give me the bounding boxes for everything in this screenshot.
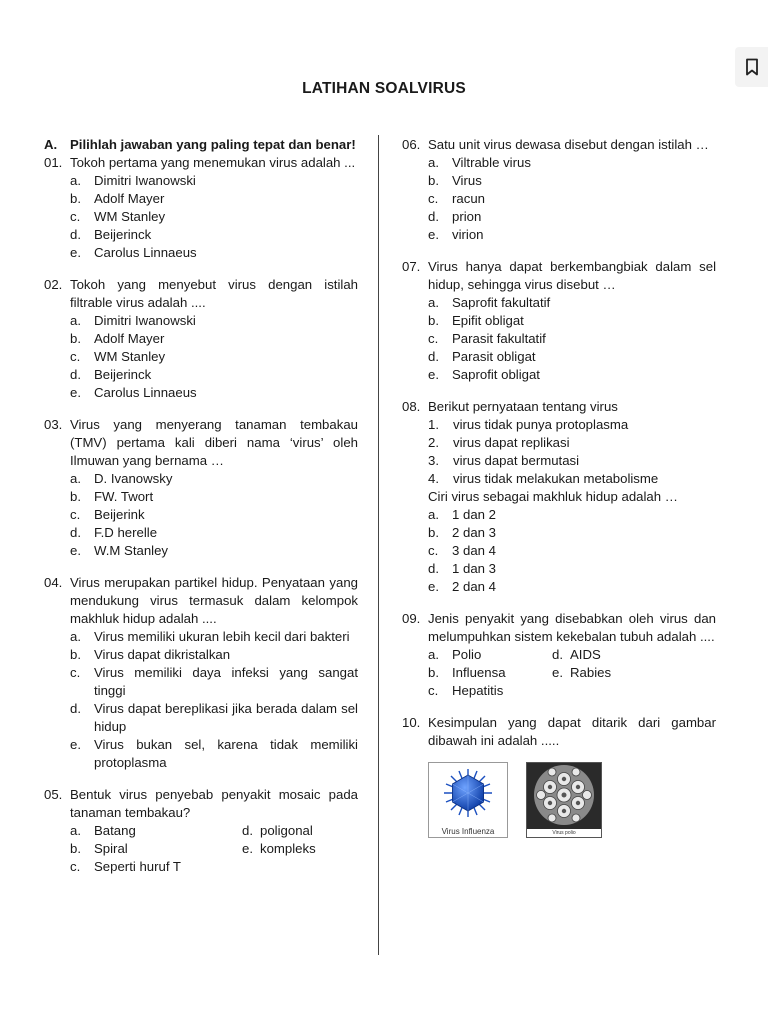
option-b: b. Adolf Mayer (70, 191, 165, 206)
question-prompt: Ciri virus sebagai makhluk hidup adalah … (428, 489, 678, 504)
option-d: d. Beijerinck (70, 227, 152, 242)
option-a: a. Polio (428, 647, 482, 662)
question-08 (402, 398, 716, 596)
statement: 2. virus dapat replikasi (428, 435, 570, 450)
option-c: c. Parasit fakultatif (428, 331, 546, 346)
question-text: Tokoh yang menyebut virus dengan istilah filtrable virus adalah .... (70, 277, 358, 310)
option-c: c. WM Stanley (70, 209, 166, 224)
option-e: e. kompleks (242, 841, 316, 856)
image-caption: Virus polio (527, 829, 601, 837)
option-a: a. 1 dan 2 (428, 507, 496, 522)
question-02 (44, 276, 358, 402)
option-a: a. Dimitri Iwanowski (70, 313, 196, 328)
option-a: a. D. Ivanowsky (70, 471, 173, 486)
option-e: e. Rabies (552, 665, 612, 680)
option-a: a. Viltrable virus (428, 155, 531, 170)
question-text: Satu unit virus dewasa disebut dengan istilah … (428, 137, 709, 152)
option-e: e. Virus bukan sel, karena tidak memiliki protoplasma (70, 737, 358, 770)
option-d: d. Parasit obligat (428, 349, 536, 364)
influenza-virus-image (428, 762, 508, 838)
question-number: 01. (44, 155, 63, 170)
right-column (402, 136, 716, 852)
option-c: c. racun (428, 191, 485, 206)
statement: 1. virus tidak punya protoplasma (428, 417, 629, 432)
question-text: Berikut pernyataan tentang virus (428, 399, 618, 414)
question-10 (402, 714, 716, 838)
option-b: b. Virus (428, 173, 482, 188)
question-text: Jenis penyakit yang disebabkan oleh virus dan melumpuhkan sistem kekebalan tubuh adalah .... (428, 611, 716, 644)
question-07 (402, 258, 716, 384)
question-number: 10. (402, 715, 421, 730)
question-number: 08. (402, 399, 421, 414)
left-column (44, 136, 358, 890)
question-number: 05. (44, 787, 63, 802)
option-e: e. Carolus Linnaeus (70, 245, 197, 260)
question-text: Virus merupakan partikel hidup. Penyataan yang mendukung virus termasuk dalam kelompok makhluk hidup adalah .... (70, 575, 358, 626)
question-text: Kesimpulan yang dapat ditarik dari gambar dibawah ini adalah ..... (428, 715, 716, 748)
question-number: 06. (402, 137, 421, 152)
option-b: b. Epifit obligat (428, 313, 524, 328)
option-d: d. F.D herelle (70, 525, 158, 540)
option-c: c. 3 dan 4 (428, 543, 496, 558)
question-number: 02. (44, 277, 63, 292)
influenza-virus-icon (429, 763, 507, 823)
option-d: d. prion (428, 209, 482, 224)
option-a: a. Batang (70, 823, 136, 838)
question-05 (44, 786, 358, 876)
question-number: 03. (44, 417, 63, 432)
question-06 (402, 136, 716, 244)
question-number: 04. (44, 575, 63, 590)
option-b: b. Virus dapat dikristalkan (70, 647, 231, 662)
question-text: Bentuk virus penyebab penyakit mosaic pada tanaman tembakau? (70, 787, 358, 820)
option-a: a. Dimitri Iwanowski (70, 173, 196, 188)
option-c: c. Hepatitis (428, 683, 504, 698)
option-b: b. Adolf Mayer (70, 331, 165, 346)
option-b: b. 2 dan 3 (428, 525, 496, 540)
option-d: d. 1 dan 3 (428, 561, 496, 576)
polio-virus-image (526, 762, 602, 838)
polio-virus-icon (527, 763, 601, 829)
statement: 4. virus tidak melakukan metabolisme (428, 471, 659, 486)
option-d: d. Beijerinck (70, 367, 152, 382)
statement: 3. virus dapat bermutasi (428, 453, 580, 468)
option-b: b. Influensa (428, 665, 506, 680)
question-09 (402, 610, 716, 700)
option-e: e. virion (428, 227, 484, 242)
option-d: d. Virus dapat bereplikasi jika berada dalam sel hidup (70, 701, 358, 734)
question-text: Tokoh pertama yang menemukan virus adalah ... (70, 155, 356, 170)
question-number: 07. (402, 259, 421, 274)
option-c: c. WM Stanley (70, 349, 166, 364)
image-caption: Virus Influenza (441, 827, 495, 836)
column-divider (378, 135, 379, 955)
section-heading: A. Pilihlah jawaban yang paling tepat dan benar! (44, 137, 356, 152)
option-b: b. Spiral (70, 841, 128, 856)
option-d: d. poligonal (242, 823, 313, 838)
option-a: a. Saprofit fakultatif (428, 295, 551, 310)
page-title: LATIHAN SOALVIRUS (302, 80, 466, 97)
option-e: e. 2 dan 4 (428, 579, 496, 594)
question-text: Virus yang menyerang tanaman tembakau (TMV) pertama kali diberi nama ‘virus’ oleh Ilmuwan yang bernama … (70, 417, 358, 468)
question-text: Virus hanya dapat berkembangbiak dalam sel hidup, sehingga virus disebut … (428, 259, 716, 292)
option-c: c. Virus memiliki daya infeksi yang sangat tinggi (70, 665, 358, 698)
option-c: c. Beijerink (70, 507, 145, 522)
option-d: d. AIDS (552, 647, 601, 662)
option-e: e. Carolus Linnaeus (70, 385, 197, 400)
question-number: 09. (402, 611, 421, 626)
option-e: e. Saprofit obligat (428, 367, 540, 382)
option-e: e. W.M Stanley (70, 543, 169, 558)
option-b: b. FW. Twort (70, 489, 154, 504)
question-03 (44, 416, 358, 560)
bookmark-icon (745, 58, 759, 76)
option-c: c. Seperti huruf T (70, 859, 181, 874)
option-a: a. Virus memiliki ukuran lebih kecil dari bakteri (70, 629, 350, 644)
question-04 (44, 574, 358, 772)
question-01 (44, 154, 358, 262)
